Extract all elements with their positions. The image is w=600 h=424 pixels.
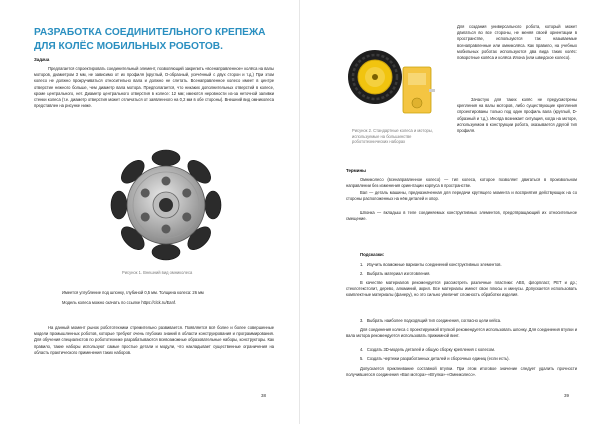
intro-paragraph: На данный момент рынок робототехники стремительно развивается. Появляется всё более и более совершенные модели промышленных роботов, которые требуют очень глубоких знаний в области конструирования и программирования. Для обучения специалистов по робототехнике разрабатываются всевозможные образовательные наборы, конструкторы. Как правило, такие наборы используют самые простые детали и модули, что накладывает существенные ограничения на область практического применения таких наборов. <box>34 325 274 355</box>
figure-1-caption: Рисунок 1. Внешний вид омниколеса <box>122 270 193 275</box>
materials-paragraph: В качестве материалов рекомендуется рассмотреть различные пластики: ABS, флорпласт, PET и др.; стеклотекстолит, дерево, алюминий, акрил. Все материалы имеют свои плюсы и минусы. Допускается использовать комплектные материалы (фанеру), но это сильно увеличит сложность обработки изделия. <box>346 280 577 298</box>
omni-intro-paragraph: Для создания универсального робота, который может двигаться во все стороны, не меняя своей ориентации в пространстве, используются так называемые всенаправленные или омниколёса. Как правило, на учебных мобильных роботах используются два вида таких колёс: поворотные колёса и колёса Илона (или шведское колесо). <box>457 24 577 61</box>
page-number: 38 <box>261 393 267 398</box>
hint-item: 1. Изучить возможные варианты соединений конструктивных элементов. <box>360 262 502 267</box>
hint-item: 2. Выбрать материал изготовления. <box>360 271 431 276</box>
omni-wheel-image <box>104 147 228 263</box>
mounting-paragraph: Зачастую для таких колёс не предусмотрены крепления на валы моторов, либо существующие крепления спроектированы только под один профиль вала (круглый, D-образный и т.д.). Иногда возникает ситуация, когда на моторе, используемом в конструкции робота, оказывается другой тип профиля. <box>457 97 577 134</box>
hints-heading: Подсказки: <box>360 252 385 257</box>
hint-item: 4. Создать 3D-модель деталей и общую сборку крепления с колесом. <box>360 347 496 352</box>
spec-line-model-link: Модель колеса можно скачать по ссылке https://clck.ru/Eanf. <box>62 300 177 305</box>
connection-paragraph: Для соединения колеса с проектируемой втулкой рекомендуется использовать шпонку. Для соединения втулки и вала мотора рекомендуется использовать прижимной винт. <box>346 327 577 339</box>
task-label: Задача <box>34 57 50 62</box>
hint-item: 3. Выбрать наиболее подходящий тип соединения, согласно цели кейса. <box>360 318 502 323</box>
wheel-and-motor-image <box>345 45 441 125</box>
term-omniwheel: Омниколесо (всенаправленное колесо) — тип колеса, которое позволяет двигаться в произвольном направлении без изменения ориентации корпуса в пространстве. <box>346 177 577 189</box>
spec-line-thickness: Имеется углубление под шпонку, глубиной 0,5 мм. Толщина колеса: 26 мм <box>62 290 204 295</box>
hint-1-text: Изучить возможные варианты соединений конструктивных элементов. <box>366 262 502 267</box>
hint-2-text: Выбрать материал изготовления. <box>366 271 431 276</box>
term-shaft: Вал — деталь машины, предназначенная для передачи крутящего момента и восприятия действующих на со стороны расположенных на нём деталей и опор. <box>346 190 577 202</box>
term-key: Шпонка — вкладыш в теле соединяемых конструктивных элементов, предотвращающий их относительное смещение. <box>346 210 577 222</box>
right-page <box>300 0 600 424</box>
hint-4-text: Создать 3D-модель деталей и общую сборку крепления с колесом. <box>366 347 496 352</box>
closing-paragraph: Допускается приклеивание составной втулки. При этом итоговое значение следует удалить прочности получившегося соединения «Вал мотора»-«Втулка»-«Омниколесо». <box>346 366 577 378</box>
task-paragraph: Предлагается спроектировать соединительный элемент, позволяющий закрепить «всенаправленное» колёса на валы моторов, диаметром 3 мм, не зависимо от их профиля (круглый, D-образный, усечённый с двух сторон и т.д.) При этом колесо не должно прокручиваться относительно вала и должно не слетать. Всенаправленное колесо имеет в центре отверстие нежного больше, чем диаметр вала мотора. Предполагается, что никаких дополнительных отверстий в колесе, кроме центрального, нет. Диаметр центрального отверстия в колесе: 12 мм; имеются неровности из-за неточной заливки стенки колеса (т.е. диаметр отверстия может отличаться от заявленного на 0,2 мм в обе стороны). Внешний вид омниколеса представлен на рисунке ниже. <box>34 66 274 109</box>
hint-3-text: Выбрать наиболее подходящий тип соединения, согласно цели кейса. <box>366 318 502 323</box>
hint-item: 5. Создать чертежи разработанных деталей и сборочных единиц (если есть). <box>360 356 510 361</box>
figure-2-caption: Рисунок 2. Стандартные колеса и моторы, используемые на большинстве робототехнических наборах <box>352 128 433 145</box>
page-number: 39 <box>564 393 570 398</box>
hint-5-text: Создать чертежи разработанных деталей и сборочных единиц (если есть). <box>366 356 510 361</box>
page-title: РАЗРАБОТКА СОЕДИНИТЕЛЬНОГО КРЕПЕЖА ДЛЯ КОЛЁС МОБИЛЬНЫХ РОБОТОВ. <box>34 27 266 52</box>
terms-heading: Термины <box>346 168 366 173</box>
